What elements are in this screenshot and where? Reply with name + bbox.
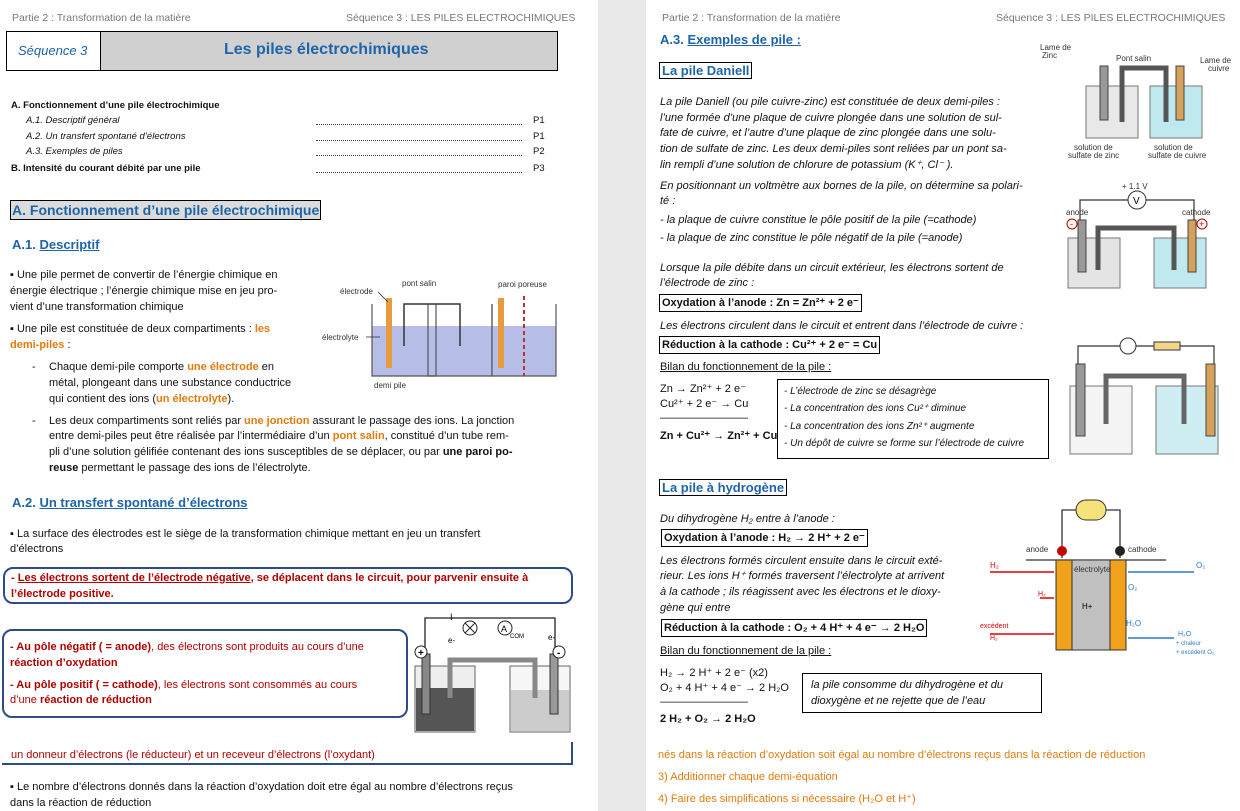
toc-page: P1 (533, 115, 545, 126)
text: , se déplacent dans le circuit, pour parvenir ensuite à (250, 572, 529, 584)
text: ). (227, 393, 235, 405)
fig-label: H+ (1082, 602, 1093, 611)
plus-label: + (418, 648, 424, 659)
fig-label: électrode (340, 287, 373, 296)
circuit-wire (425, 618, 555, 654)
fig-label: Zinc (1042, 51, 1058, 60)
daniell-title: La pile Daniell (659, 62, 752, 79)
paragraph-line (49, 359, 274, 375)
a3-title: Exemples de pile : (687, 32, 801, 47)
toc-page: P3 (533, 163, 545, 174)
a1-title: Descriptif (39, 237, 100, 252)
solution-right (511, 690, 569, 731)
fig-label: demi pile (374, 381, 407, 390)
fig-label: cuivre (1208, 64, 1230, 73)
fig-label: anode (1066, 208, 1089, 217)
page-title: Les piles électrochimiques (224, 41, 429, 58)
paragraph-line: - la plaque de cuivre constitue le pôle positif de la pile (=cathode) (660, 214, 977, 226)
electrode-bar (550, 654, 558, 714)
observation: - L’électrode de zinc se désagrège (784, 386, 937, 397)
observation: - La concentration des ions Zn²⁺ augmente (784, 421, 975, 432)
resistor-icon (1154, 342, 1180, 350)
strip-text: nés dans la réaction d’oxydation soit égal au nombre d’électrons reçus dans la réaction de réduction (658, 749, 1146, 761)
paragraph-line: Lorsque la pile débite dans un circuit extérieur, les électrons sortent de (660, 262, 1004, 274)
paragraph-line: - la plaque de zinc constitue le pôle négatif de la pile (=anode) (660, 232, 963, 244)
reduction-equation: Réduction à la cathode : Cu²⁺ + 2 e⁻ = Cu (659, 336, 880, 354)
title-banner (6, 31, 558, 71)
fig-label: O₂ (1128, 583, 1138, 592)
bilan-title: Bilan du fonctionnement de la pile : (660, 361, 832, 373)
minus-label: - (557, 648, 561, 659)
zinc-plate (1078, 220, 1086, 272)
oxidation-equation: Oxydation à l’anode : H₂ → 2 H⁺ + 2 e⁻ (661, 529, 868, 547)
fig-label: O₂ (1196, 561, 1206, 570)
fig-label: + chaleur (1176, 641, 1201, 647)
paragraph-line: dans la réaction de réduction (10, 797, 152, 809)
reduction-equation: Réduction à la cathode : O₂ + 4 H⁺ + 4 e⁻ → 2 H₂O (661, 619, 927, 637)
observation: dioxygène et ne rejette que de l’eau (811, 695, 986, 707)
toc-b[interactable]: B. Intensité du courant débité par une pile (11, 163, 201, 174)
paragraph-line: lin rempli d’une solution de chlorure de potassium (K⁺, Cl⁻ ). (660, 159, 954, 171)
toc-leader (316, 155, 522, 156)
toc-a3[interactable]: A.3. Exemples de piles (26, 146, 123, 157)
fig-label: solution de (1074, 143, 1113, 152)
paragraph-line: té : (660, 195, 676, 207)
toc-a1[interactable]: A.1. Descriptif général (26, 115, 120, 126)
a1-heading (12, 237, 99, 252)
paragraph-line (49, 391, 234, 407)
plus-label: + (1199, 219, 1205, 229)
zinc-plate (1100, 66, 1108, 120)
electron-label: e- (548, 633, 556, 642)
text: Les deux compartiments sont reliés par (49, 415, 241, 427)
highlight: une jonction (244, 415, 310, 427)
toc-a2[interactable]: A.2. Un transfert spontané d’électrons (26, 131, 186, 142)
voltmeter-label: V (1133, 196, 1140, 207)
fig-label: Lame de (1040, 43, 1072, 52)
fig-label: excédent (980, 623, 1009, 630)
load-icon (1076, 500, 1106, 520)
equation-rule: ———————— (660, 696, 748, 708)
daniell-electron-figure (1066, 324, 1222, 464)
paragraph-line (10, 321, 270, 337)
paragraph-line (10, 337, 71, 353)
highlight: une paroi po- (442, 446, 513, 458)
fig-label: solution de (1154, 143, 1193, 152)
fig-label: pont salin (402, 279, 437, 288)
paragraph-line: La pile Daniell (ou pile cuivre-zinc) est constituée de deux demi-piles : (660, 96, 1000, 108)
observation: - Un dépôt de cuivre se forme sur l’électrode de cuivre (784, 438, 1025, 449)
fig-label: cathode (1128, 545, 1157, 554)
fig-label: électrolyte (1074, 565, 1111, 574)
daniell-voltmeter-figure (1062, 180, 1212, 295)
callout-line (10, 692, 152, 708)
fig-label: Lame de (1200, 56, 1232, 65)
oxidation-equation: Oxydation à l’anode : Zn = Zn²⁺ + 2 e⁻ (659, 294, 862, 312)
fig-label: Pont salin (1116, 54, 1152, 63)
paragraph-line: métal, plongeant dans une substance conductrice (49, 377, 292, 389)
callout-line: réaction d’oxydation (10, 657, 118, 669)
a2-heading (12, 495, 248, 510)
fig-label: H₂ (1038, 591, 1046, 598)
fig-label: électrolyte (322, 333, 359, 342)
page-header-left: Partie 2 : Transformation de la matière (12, 12, 191, 24)
paragraph-line (49, 413, 514, 429)
text: assurant le passage des ions. La jonction (312, 415, 515, 427)
text: , des électrons sont produits au cours d’une (151, 641, 364, 653)
paragraph-line: Du dihydrogène H₂ entre à l’anode : (660, 513, 835, 525)
observation: - La concentration des ions Cu²⁺ diminue (784, 403, 967, 414)
text: permettant le passage des ions de l’électrolyte. (81, 462, 311, 474)
beaker-copper (1154, 238, 1206, 288)
highlight: pont salin (332, 430, 385, 442)
minus-terminal (1057, 546, 1067, 556)
zinc-plate (1076, 364, 1085, 436)
fig-label: cathode (1182, 208, 1211, 217)
paragraph-line: l’une formée d’une plaque de cuivre plongée dans une solution de sul- (660, 112, 1002, 124)
equation-line: Zn → Zn²⁺ + 2 e⁻ (660, 383, 746, 395)
circuit-wire (1078, 346, 1214, 374)
toc-leader (316, 124, 522, 125)
anode-plate (1056, 560, 1072, 650)
toc-leader (316, 140, 522, 141)
paragraph-line (49, 460, 311, 476)
electrode-bar (498, 298, 504, 368)
ammeter-label: A (501, 624, 508, 634)
equation-line: Cu²⁺ + 2 e⁻ → Cu (660, 398, 749, 410)
hydrogen-title: La pile à hydrogène (659, 479, 787, 496)
paragraph-line: gène qui entre (660, 602, 731, 614)
paragraph-line (49, 428, 509, 444)
strip-border (571, 742, 573, 764)
paragraph-line: ▪ La surface des électrodes est le siège de la transformation chimique mettant en jeu un transfert (10, 528, 481, 540)
text: : (67, 339, 71, 351)
a3-number: A.3. (660, 32, 684, 47)
paragraph-line: vient d’une transformation chimique (10, 301, 184, 313)
copper-plate (1176, 66, 1184, 120)
highlight: reuse (49, 462, 79, 474)
daniell-figure (1032, 42, 1240, 166)
callout-line (10, 677, 357, 693)
text: , les électrons sont consommés au cours (157, 679, 358, 691)
fig-label: + excédent O₂ (1176, 650, 1215, 656)
highlight: un électrolyte (156, 393, 228, 405)
electron-label: e- (448, 636, 456, 645)
observation: la pile consomme du dihydrogène et du (811, 679, 1004, 691)
copper-plate (1206, 364, 1215, 436)
demi-pile-figure (322, 274, 566, 396)
paragraph-line: ▪ Le nombre d’électrons donnés dans la réaction d’oxydation doit etre égal au nombre d’électrons reçus (10, 781, 513, 793)
paragraph-line: l’électrode de zinc : (660, 277, 755, 289)
equation-line: Zn + Cu²⁺ → Zn²⁺ + Cu (660, 430, 778, 442)
page-header-right: Séquence 3 : LES PILES ELECTROCHIMIQUES (996, 12, 1226, 24)
paragraph-line: ▪ Une pile permet de convertir de l’énergie chimique en (10, 269, 278, 281)
plus-terminal (1115, 546, 1125, 556)
section-a-heading: A. Fonctionnement d’une pile électrochimique (12, 202, 320, 218)
left-page (0, 0, 598, 811)
a2-number: A.2. (12, 495, 36, 510)
paragraph-line: à la cathode ; ils réagissent avec les électrons et le dioxy- (660, 586, 941, 598)
paragraph-line: énergie électrique ; l’énergie chimique mise en jeu pro- (10, 285, 278, 297)
ammeter-icon (1120, 338, 1136, 354)
strip-border (2, 763, 573, 765)
text: réaction de réduction (39, 694, 152, 706)
circuit-figure (410, 608, 580, 738)
equation-line: O₂ + 4 H⁺ + 4 e⁻ → 2 H₂O (660, 682, 789, 694)
page-header-right: Séquence 3 : LES PILES ELECTROCHIMIQUES (346, 12, 576, 24)
paragraph-line: d’électrons (10, 543, 64, 555)
fig-label: anode (1026, 545, 1049, 554)
text: en (261, 361, 275, 373)
equation-rule: ———————— (660, 412, 748, 424)
callout-line (11, 570, 528, 586)
fig-label: paroi poreuse (498, 280, 547, 289)
a1-number: A.1. (12, 237, 36, 252)
text: Les électrons sortent de l’électrode négative (17, 572, 251, 584)
fuel-cell-figure (976, 494, 1240, 664)
voltage-reading: + 1.1 V (1122, 182, 1148, 191)
paragraph-line: tion de sulfate de zinc. Les deux demi-piles sont reliées par un pont sa- (660, 143, 1007, 155)
text: pli d’une solution gélifiée contenant des ions susceptibles de se déplacer, ou par (49, 446, 440, 458)
equation-line: 2 H₂ + O₂ → 2 H₂O (660, 713, 756, 725)
callout-line (10, 639, 364, 655)
electrode-bar (422, 654, 430, 714)
paragraph-line: fate de cuivre, et l’autre d’une plaque de zinc plongée dans une solu- (660, 127, 996, 139)
fig-label: sulfate de cuivre (1148, 151, 1207, 160)
strip-text: 3) Additionner chaque demi-équation (658, 771, 838, 783)
copper-plate (1188, 220, 1196, 272)
paragraph-line: Les électrons circulent dans le circuit et entrent dans l’électrode de cuivre : (660, 320, 1024, 332)
page-header-left: Partie 2 : Transformation de la matière (662, 12, 841, 24)
strip-text: un donneur d’électrons (le réducteur) et un receveur d’électrons (l’oxydant) (11, 749, 375, 761)
minus-label: - (1070, 219, 1073, 229)
bilan-title: Bilan du fonctionnement de la pile : (660, 645, 832, 657)
text: Chaque demi-pile comporte (49, 361, 185, 373)
beaker-zinc (1068, 238, 1120, 288)
strip-text: 4) Faire des simplifications si nécessaire (H₂O et H⁺) (658, 793, 916, 805)
text: , constitué d’un tube rem- (384, 430, 509, 442)
fig-label: H₂O (1178, 631, 1192, 638)
equation-line: H₂ → 2 H⁺ + 2 e⁻ (x2) (660, 667, 768, 679)
text: d’une (10, 694, 37, 706)
a3-heading (660, 32, 801, 47)
paragraph-line (49, 444, 513, 460)
beaker-zinc (1086, 86, 1138, 138)
toc-leader (316, 172, 522, 173)
paragraph-line: En positionnant un voltmètre aux bornes de la pile, on détermine sa polari- (660, 180, 1023, 192)
text: - Au pôle négatif ( = anode) (10, 641, 152, 653)
text: - Au pôle positif ( = cathode) (10, 679, 158, 691)
fig-label: H₂ (990, 561, 999, 570)
text: ▪ Une pile est constituée de deux compartiments : (10, 323, 252, 335)
dash-bullet: - (32, 361, 36, 373)
toc-page: P1 (533, 131, 545, 142)
current-label: I (450, 612, 453, 622)
paragraph-line: Les électrons formés circulent ensuite dans le circuit exté- (660, 555, 943, 567)
text: qui contient des ions ( (49, 393, 157, 405)
paragraph-line: rieur. Les ions H⁺ formés traversent l’électrolyte at arrivent (660, 570, 945, 582)
electrode-bar (386, 298, 392, 368)
com-label: COM (510, 634, 524, 640)
fig-label: H₂ (990, 635, 998, 642)
a2-title: Un transfert spontané d’électrons (39, 495, 248, 510)
highlight: demi-piles (10, 339, 65, 351)
right-page (646, 0, 1240, 811)
text: - (11, 572, 18, 584)
text: entre demi-piles peut être réalisée par l’intermédiaire d’un (49, 430, 330, 442)
sequence-box (7, 32, 101, 70)
highlight: les (254, 323, 271, 335)
highlight: une électrode (187, 361, 259, 373)
toc-page: P2 (533, 146, 545, 157)
sequence-label: Séquence 3 (18, 43, 88, 58)
cathode-plate (1110, 560, 1126, 650)
fig-label: H₂O (1126, 619, 1142, 628)
dash-bullet: - (32, 415, 36, 427)
fig-label: sulfate de zinc (1068, 151, 1120, 160)
toc-a[interactable]: A. Fonctionnement d’une pile électrochimique (11, 100, 220, 111)
callout-line: l’électrode positive. (11, 588, 114, 600)
